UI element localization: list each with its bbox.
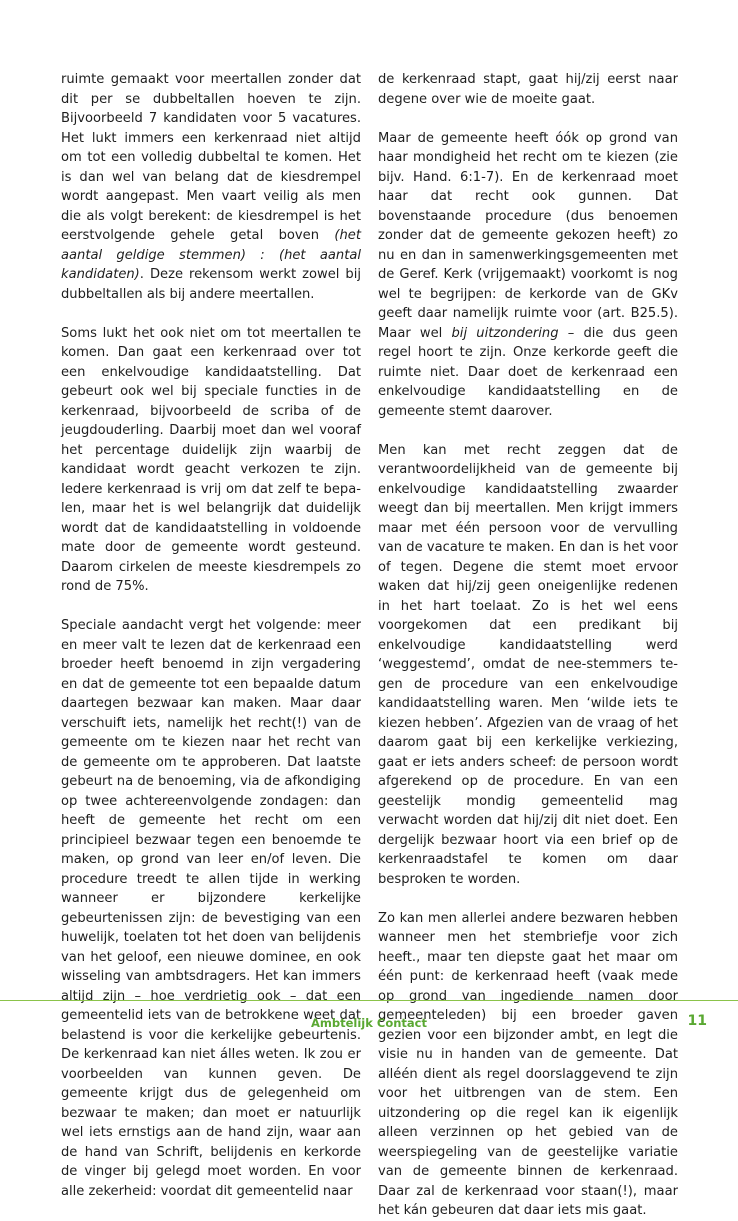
page-number: 11 [687,1013,707,1029]
left-column [61,70,361,1201]
paragraph: Speciale aandacht vergt het volgende: meer en meer valt te lezen dat de kerkenraad een broeder heeft benoemd in zijn vergadering en dat de gemeente tot een bepaalde datum daartegen bezwaar kan maken. Maar daar verschuift iets, namelijk het recht(!) van de gemeente om te kiezen naar het recht van de gemeente om te approberen. Dat laatste gebeurt na de benoeming, via de afkondiging op twee achtereenvolgende zondagen: dan heeft de gemeente het recht om een principieel bezwaar tegen een benoemde te maken, op grond van leer en/of leven. Die procedure treedt te allen tijde in werking wanneer er bijzondere kerkelijke gebeurtenissen zijn: de bevestiging van een huwelijk, toelaten tot het doen van belijdenis van het geloof, een nieuwe dominee, en ook wisseling van ambtsdragers. Het kan immers altijd zijn – hoe verdrietig ook – dat een gemeentelid iets van de betrokkene weet dat belastend is voor die kerkelijke gebeurtenis. De kerkenraad kan niet álles weten. Ik zou er voorbeelden van kunnen geven. De gemeente krijgt dus de gelegenheid om bezwaar te maken; dan moet er natuurlijk wel iets ernstigs aan de hand zijn, waar aan de hand van Schrift, belijdenis en kerkorde de vinger bij gelegd moet worden. En voor alle zekerheid: voordat dit gemeentelid naar [61,618,361,1199]
paragraph: Soms lukt het ook niet om tot meertallen te komen. Dan gaat een kerkenraad over tot een enkelvoudige kandidaatstelling. Dat gebeurt ook wel bij speciale functies in de kerkenraad, bijvoorbeeld de scriba of de jeugdouderling. Daarbij moet dan wel vooraf het percentage duidelijk zijn waarbij de kandidaat wordt geacht verkozen te zijn. Iedere kerkenraad is vrij om dat zelf te bepalen, maar het is wel belangrijk dat duidelijk wordt dat de kandidaatstelling in voldoende mate door de gemeente wordt gesteund. Daarom cirkelen de meeste kiesdrempels zo rond de 75%. [61,325,361,594]
paragraph: de kerkenraad stapt, gaat hij/zij eerst naar degene over wie de moeite gaat. [378,72,678,107]
paragraph: ruimte gemaakt voor meertallen zonder dat dit per se dubbeltallen hoeven te zijn. Bijvoorbeeld 7 kandidaten voor 5 vacatures. Het lukt immers een kerkenraad niet altijd om tot een volledig dubbeltal te komen. Het is dan wel van belang dat de kiesdrempel wordt aangepast. Men vaart veilig als men die als volgt berekent: de kiesdrempel is het eerstvolgende gehele getal boven (het aantal geldige stemmen) : (het aantal kandidaten). Deze rekensom werkt zowel bij dubbeltallen als bij andere meertallen. [61,72,361,302]
footer-divider [0,1000,738,1001]
footer-publication-title: Ambtelijk Contact [311,1016,427,1030]
paragraph: Zo kan men allerlei andere bezwaren hebben wanneer men het stembriefje voor zich heeft., maar ten diepste gaat het maar om één punt: de kerkenraad heeft (vaak mede op grond van ingediende namen door gemeenteleden) bij een broeder gaven gezien voor een bijzonder ambt, en legt die visie nu in handen van de gemeente. Dat alléén dient als regel doorslaggevend te zijn voor het uitbrengen van de stem. Een uitzondering op die regel kan ik eigenlijk alleen verzinnen op het gebied van de weerspiegeling van de geestelijke variatie van de gemeente binnen de kerkenraad. Daar zal de kerkenraad voor staan(!), maar het kán gebeuren dat daar iets mis gaat. [378,910,678,1218]
paragraph: Maar de gemeente heeft óók op grond van haar mondigheid het recht om te kiezen (zie bijv. Hand. 6:1-7). En de kerkenraad moet haar dat recht ook gunnen. Dat bovenstaande procedure (dus benoemen zonder dat de gemeente gekozen heeft) zo nu en dan in samenwerkingsgemeenten met de Geref. Kerk (vrijgemaakt) voorkomt is nog wel te begrijpen: de kerkorde van de GKv geeft daar namelijk ruimte voor (art. B25.5). Maar wel bij uitzondering – die dus geen regel hoort te zijn. Onze kerkorde geeft die ruimte niet. Daar doet de kerkenraad een enkelvoudige kandidaatstelling en de gemeente stemt daarover. [378,130,678,419]
right-column [378,70,678,1221]
paragraph: Men kan met recht zeggen dat de verantwoordelijkheid van de gemeente bij enkelvoudige kandidaatstelling zwaarder weegt dan bij meertallen. Men krijgt immers maar met één persoon voor de vervulling van de vacature te maken. En dan is het voor of tegen. Degene die stemt moet ervoor waken dat hij/zij geen oneigenlijke redenen in het hart toelaat. Zo is het wel eens voorgekomen dat een predikant bij enkelvoudige kandidaatstelling werd ‘weggestemd’, omdat de nee-stemmers tegen de procedure van een enkelvoudige kandidaatstelling waren. Men ‘wilde iets te kiezen hebben’. Afgezien van de vraag of het daarom gaat bij een kerkelijke verkiezing, gaat er iets anders scheef: de persoon wordt afgerekend op de procedure. En van een geestelijk mondig gemeentelid mag verwacht worden dat hij/zij dit niet doet. Een dergelijk bezwaar hoort via een brief op de kerkenraadstafel te komen om daar besproken te worden. [378,442,678,887]
